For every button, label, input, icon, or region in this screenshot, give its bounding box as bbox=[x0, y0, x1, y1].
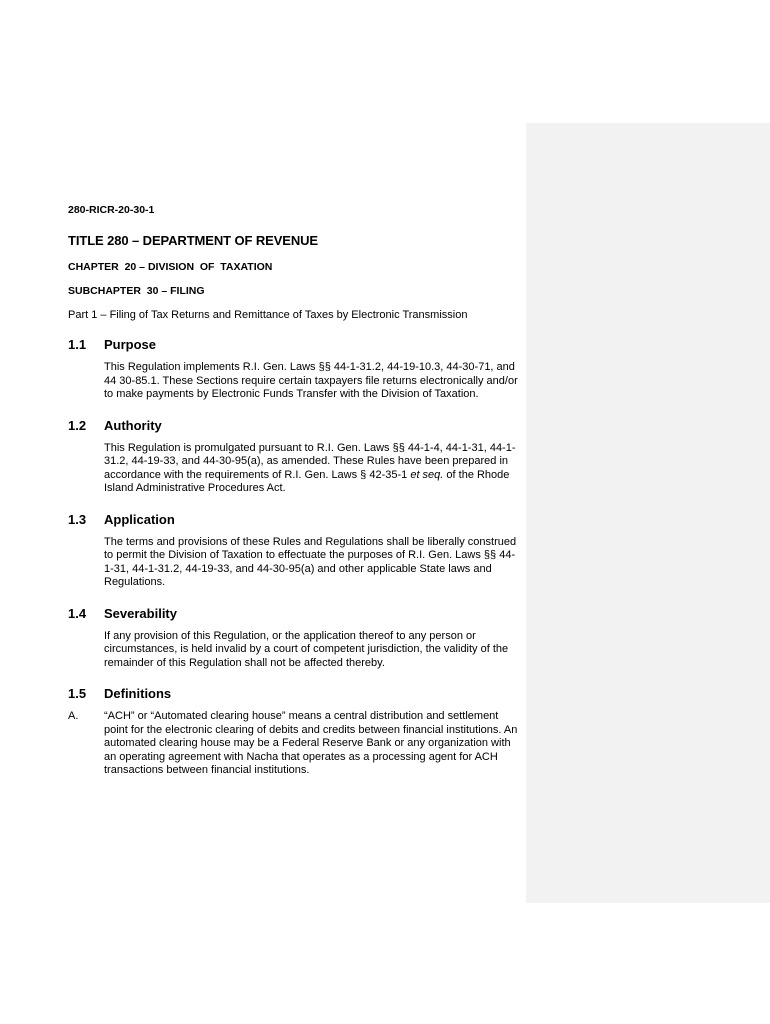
section-heading bbox=[68, 337, 520, 353]
document-content bbox=[68, 204, 520, 778]
chapter-heading: CHAPTER 20 – DIVISION OF TAXATION bbox=[68, 261, 273, 273]
section-body bbox=[104, 442, 520, 496]
document-id: 280-RICR-20-30-1 bbox=[68, 204, 155, 216]
section-severability bbox=[68, 606, 520, 671]
part-heading: Part 1 – Filing of Tax Returns and Remittance of Taxes by Electronic Transmission bbox=[68, 309, 468, 321]
section-body: This Regulation implements R.I. Gen. Laws §§ 44-1-31.2, 44-19-10.3, 44-30-71, and 44 30-85.1. These Sections require certain taxpayers file returns electronically and/or to make payments by Electronic Funds Transfer with the Division of Taxation. bbox=[104, 361, 518, 400]
section-title: Severability bbox=[104, 605, 177, 621]
section-title: Authority bbox=[104, 417, 162, 433]
section-purpose bbox=[68, 337, 520, 402]
section-authority bbox=[68, 418, 520, 496]
section-title: Definitions bbox=[104, 686, 172, 701]
section-number: 1.3 bbox=[68, 511, 87, 527]
comment-pane-heading: Formatted bbox=[544, 133, 603, 147]
section-number: 1.4 bbox=[68, 605, 87, 621]
definition-item bbox=[68, 710, 520, 778]
section-body: The terms and provisions of these Rules and Regulations shall be liberally construed to permit the Division of Taxation to effectuate the purposes of R.I. Gen. Laws §§ 44-1-31, 44-1-31.2, 44-19-33, and 44-30-95(a) and other applicable State laws and Regulations. bbox=[104, 535, 517, 588]
section-title: Purpose bbox=[104, 337, 157, 352]
definition-text: “ACH” or “Automated clearing house” means a central distribution and settlement point for the electronic clearing of debits and credits between financial institutions. An automated clearing house may be a Federal Reserve Bank or any organization with an operating agreement with Nacha that operates as a processing agent for ACH transactions between financial institutions. bbox=[104, 710, 518, 776]
section-number: 1.5 bbox=[68, 686, 87, 701]
section-application bbox=[68, 512, 520, 590]
section-heading bbox=[68, 686, 520, 702]
authority-text-end: of the Rhode Island Administrative Procedures Act. bbox=[104, 468, 510, 494]
section-heading bbox=[68, 512, 520, 528]
comment-pane bbox=[526, 123, 770, 903]
section-number: 1.2 bbox=[68, 417, 87, 433]
subchapter-heading: SUBCHAPTER 30 – FILING bbox=[68, 285, 205, 297]
section-number: 1.1 bbox=[68, 337, 87, 352]
section-title: Application bbox=[104, 511, 175, 527]
section-heading bbox=[68, 418, 520, 434]
section-body: If any provision of this Regulation, or the application thereof to any person or circumstances, is held invalid by a court of competent jurisdiction, the validity of the remainder of this Regulation shall not be affected thereby. bbox=[104, 629, 509, 669]
authority-text-start: This Regulation is promulgated pursuant to R.I. Gen. Laws §§ 44-1-4, 44-1-31, 44-1-31.2, 44-19-33, and 44-30-95(a), as amended. These Rules have been prepared in accordance with the requirements of R.I. Gen. Laws § 42-35-1 bbox=[104, 441, 516, 481]
section-definitions bbox=[68, 686, 520, 778]
document-title: TITLE 280 – DEPARTMENT OF REVENUE bbox=[68, 233, 318, 248]
section-heading bbox=[68, 606, 520, 622]
definition-letter: A. bbox=[68, 710, 79, 722]
authority-text-italic: et seq. bbox=[410, 468, 444, 481]
